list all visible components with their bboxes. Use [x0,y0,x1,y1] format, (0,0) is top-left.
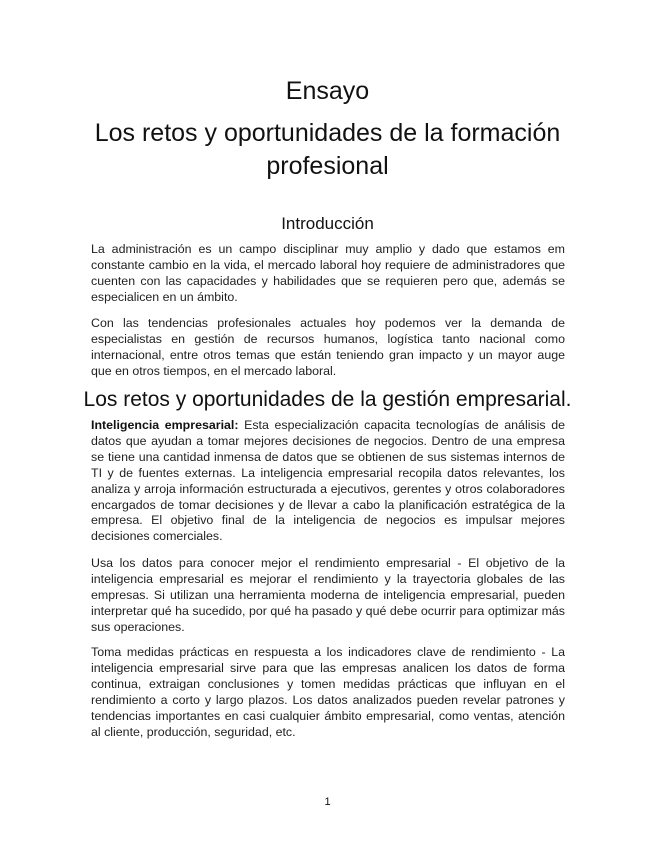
lead-term: Inteligencia empresarial: [91,418,239,432]
section-heading-retos: Los retos y oportunidades de la gestión empresarial. [83,388,572,411]
section-paragraph-3: Toma medidas prácticas en respuesta a los indicadores clave de rendimiento - La inteligencia empresarial sirve para que las empresas analicen los datos de forma continua, extraigan conclusiones y tomen medidas prácticas que influyan en el rendimiento a corto y largo plazos. Los datos analizados pueden revelar patrones y tendencias importantes en casi cualquier ámbito empresarial, como ventas, atención al cliente, producción, seguridad, etc. [91,645,565,739]
section-paragraph-inteligencia [91,418,565,545]
document-title: Los retos y oportunidades de la formación profesional [94,119,561,180]
page-number: 1 [324,796,331,808]
lead-paragraph-text: Esta especialización capacita tecnologías de análisis de datos que ayudan a tomar mejores decisiones de negocios. Dentro de una empresa se tiene una cantidad inmensa de datos que se obtienen de sus sistemas internos de TI y de fuentes externas. La inteligencia empresarial recopila datos relevantes, los analiza y arroja información estructurada a ejecutivos, gerentes y otros colaboradores encargados de tomar decisiones y de llevar a cabo la planificación estratégica de la empresa. El objetivo final de la inteligencia de negocios es impulsar mejores decisiones comerciales. [91,418,565,544]
introduction-paragraph-2: Con las tendencias profesionales actuales hoy podemos ver la demanda de especialistas en gestión de recursos humanos, logística tanto nacional como internacional, entre otros temas que están teniendo gran impacto y un mayor auge que en otros tiempos, en el mercado laboral. [91,316,565,378]
introduction-heading: Introducción [281,214,374,233]
document-type-label: Ensayo [285,77,370,105]
introduction-paragraph-1: La administración es un campo disciplinar muy amplio y dado que estamos em constante cambio en la vida, el mercado laboral hoy requiere de administradores que cuenten con las capacidades y habilidades que se requieren pero que, además se especialicen en un ámbito. [91,242,565,304]
section-paragraph-2: Usa los datos para conocer mejor el rendimiento empresarial - El objetivo de la inteligencia empresarial es mejorar el rendimiento y la trayectoria globales de las empresas. Si utilizan una herramienta moderna de inteligencia empresarial, pueden interpretar qué ha sucedido, por qué ha pasado y qué debe ocurrir para optimizar más sus operaciones. [91,556,565,634]
